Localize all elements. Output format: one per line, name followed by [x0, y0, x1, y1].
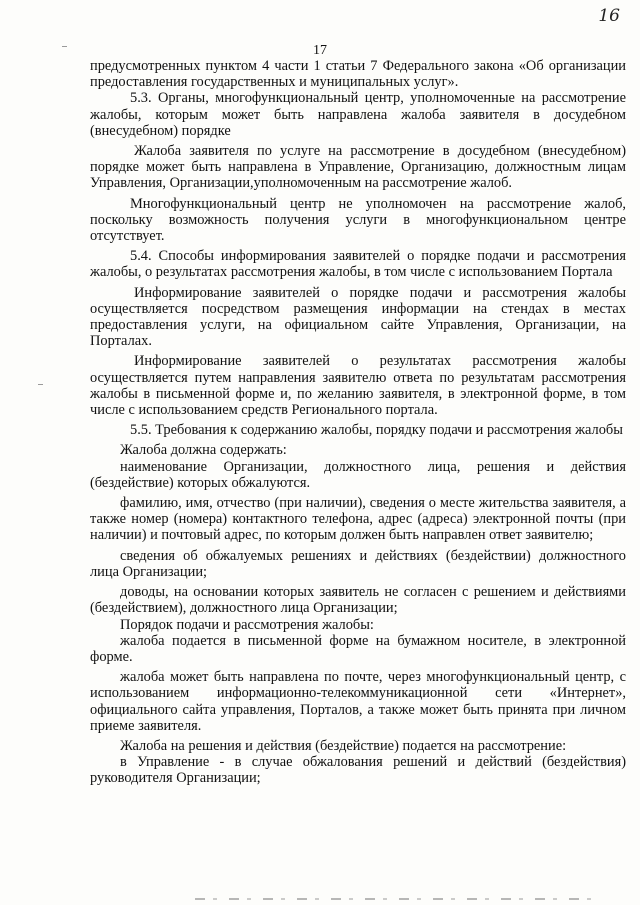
paragraph: предусмотренных пунктом 4 части 1 статьи 7 Федерального закона «Об организации предоставления государственных и муниципальных услуг».	[90, 58, 626, 91]
paragraph: Жалоба заявителя по услуге на рассмотрение в досудебном (внесудебном) порядке может быть направлена в Управление, Организацию, должностным лицам Управления, Организации,уполномоченным на рассмотрение жалоб.	[90, 143, 626, 192]
paragraph: Жалоба на решения и действия (бездействие) подается на рассмотрение:	[120, 737, 567, 754]
list-item: в Управление - в случае обжалования решений и действий (бездействия) руководителя Организации;	[90, 754, 626, 787]
scan-mark	[38, 384, 43, 385]
paragraph: Информирование заявителей о порядке подачи и рассмотрения жалобы осуществляется посредством размещения информации на стендах в местах предоставления услуги, на официальном сайте Управления, Организации, на Порталах.	[90, 284, 626, 350]
list-item: жалоба подается в письменной форме на бумажном носителе, в электронной форме.	[90, 632, 626, 665]
paragraph: Порядок подачи и рассмотрения жалобы:	[120, 616, 374, 633]
list-item: наименование Организации, должностного лица, решения и действия (бездействие) которых обжалуются.	[90, 458, 626, 491]
section-heading-5-3: 5.3. Органы, многофункциональный центр, уполномоченные на рассмотрение жалобы, которым может быть направлена жалоба заявителя в досудебном (внесудебном) порядке	[90, 90, 626, 139]
document-body	[90, 58, 626, 787]
section-heading-5-4: 5.4. Способы информирования заявителей о порядке подачи и рассмотрения жалобы, о результатах рассмотрения жалобы, в том числе с использованием Портала	[90, 248, 626, 281]
list-item: фамилию, имя, отчество (при наличии), сведения о месте жительства заявителя, а также номер (номера) контактного телефона, адрес (адреса) электронной почты (при наличии) и почтовый адрес, по которым должен быть направлен ответ заявителю;	[90, 495, 626, 544]
section-heading-5-5: 5.5. Требования к содержанию жалобы, порядку подачи и рассмотрения жалобы	[130, 422, 623, 439]
list-item: сведения об обжалуемых решениях и действиях (бездействии) должностного лица Организации;	[90, 547, 626, 580]
paragraph: Информирование заявителей о результатах рассмотрения жалобы осуществляется путем направления заявителю ответа по результатам рассмотрения жалобы в письменной форме и, по желанию заявителя, в электронной форме, в том числе с использованием средств Регионального портала.	[90, 353, 626, 419]
handwritten-page-number: 16	[598, 6, 620, 26]
paragraph: Многофункциональный центр не уполномочен на рассмотрение жалоб, поскольку возможность получения услуги в многофункциональном центре отсутствует.	[90, 195, 626, 245]
scan-artifact	[195, 898, 595, 900]
list-item: жалоба может быть направлена по почте, через многофункциональный центр, с использованием информационно-телекоммуникационной сети «Интернет», официального сайта управления, Порталов, а также может быть принята при личном приеме заявителя.	[90, 669, 626, 734]
list-item: доводы, на основании которых заявитель не согласен с решением и действиями (бездействием), должностного лица Организации;	[90, 584, 626, 617]
paragraph: Жалоба должна содержать:	[120, 442, 287, 459]
page-number: 17	[313, 43, 327, 58]
